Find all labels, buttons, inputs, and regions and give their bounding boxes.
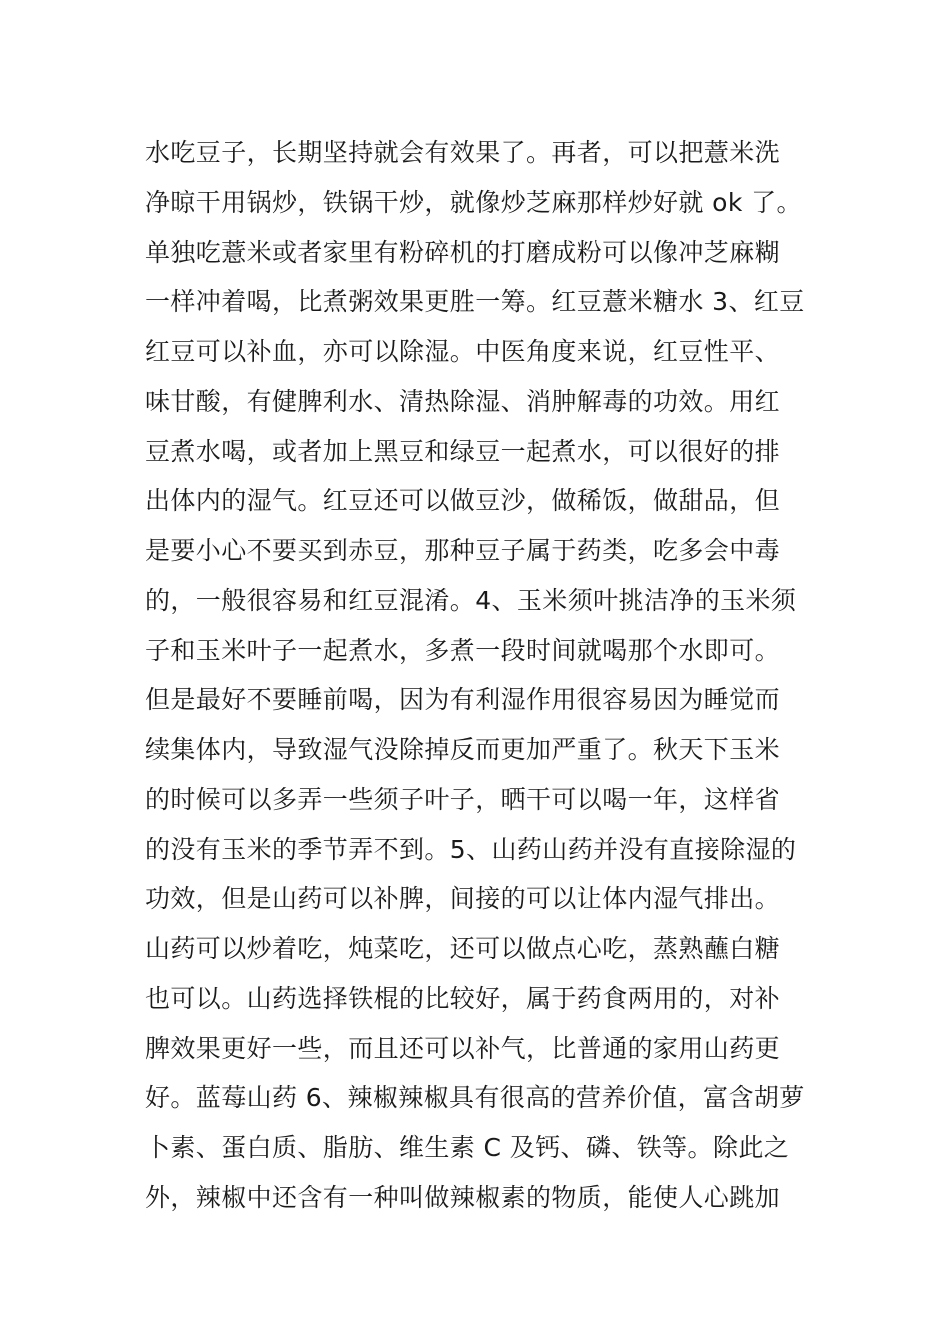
text-line: 的时候可以多弄一些须子叶子，晒干可以喝一年，这样省 — [145, 784, 781, 814]
body-text — [145, 128, 815, 1223]
text-line: 子和玉米叶子一起煮水，多煮一段时间就喝那个水即可。 — [145, 635, 781, 665]
text-line: 但是最好不要睡前喝，因为有利湿作用很容易因为睡觉而 — [145, 685, 781, 715]
text-line: 功效，但是山药可以补脾，间接的可以让体内湿气排出。 — [145, 884, 781, 914]
text-line: 好。蓝莓山药 6、辣椒辣椒具有很高的营养价值，富含胡萝 — [145, 1083, 805, 1113]
text-line: 是要小心不要买到赤豆，那种豆子属于药类，吃多会中毒 — [145, 536, 781, 565]
text-line: 的，一般很容易和红豆混淆。4、玉米须叶挑洁净的玉米须 — [145, 585, 797, 615]
text-line: 豆煮水喝，或者加上黑豆和绿豆一起煮水，可以很好的排 — [145, 436, 781, 466]
text-line: 净晾干用锅炒，铁锅干炒，就像炒芝麻那样炒好就 ok 了。 — [145, 187, 802, 217]
text-line: 也可以。山药选择铁棍的比较好，属于药食两用的，对补 — [145, 983, 781, 1013]
text-line: 续集体内，导致湿气没除掉反而更加严重了。秋天下玉米 — [145, 735, 781, 764]
text-line: 红豆可以补血，亦可以除湿。中医角度来说，红豆性平、 — [145, 337, 781, 366]
text-line: 单独吃薏米或者家里有粉碎机的打磨成粉可以像冲芝麻糊 — [145, 237, 781, 267]
text-line: 的没有玉米的季节弄不到。5、山药山药并没有直接除湿的 — [145, 834, 797, 864]
text-line: 出体内的湿气。红豆还可以做豆沙，做稀饭，做甜品，但 — [145, 486, 781, 516]
text-line: 脾效果更好一些，而且还可以补气，比普通的家用山药更 — [145, 1033, 781, 1063]
text-line: 外，辣椒中还含有一种叫做辣椒素的物质，能使人心跳加 — [145, 1182, 781, 1212]
text-line: 山药可以炒着吃，炖菜吃，还可以做点心吃，蒸熟蘸白糖 — [145, 934, 781, 963]
text-line: 卜素、蛋白质、脂肪、维生素 C 及钙、磷、铁等。除此之 — [145, 1133, 790, 1162]
text-line: 水吃豆子，长期坚持就会有效果了。再者，可以把薏米洗 — [145, 138, 781, 167]
text-line: 味甘酸，有健脾利水、清热除湿、消肿解毒的功效。用红 — [145, 386, 781, 416]
text-line: 一样冲着喝，比煮粥效果更胜一筹。红豆薏米糖水 3、红豆 — [145, 287, 805, 317]
